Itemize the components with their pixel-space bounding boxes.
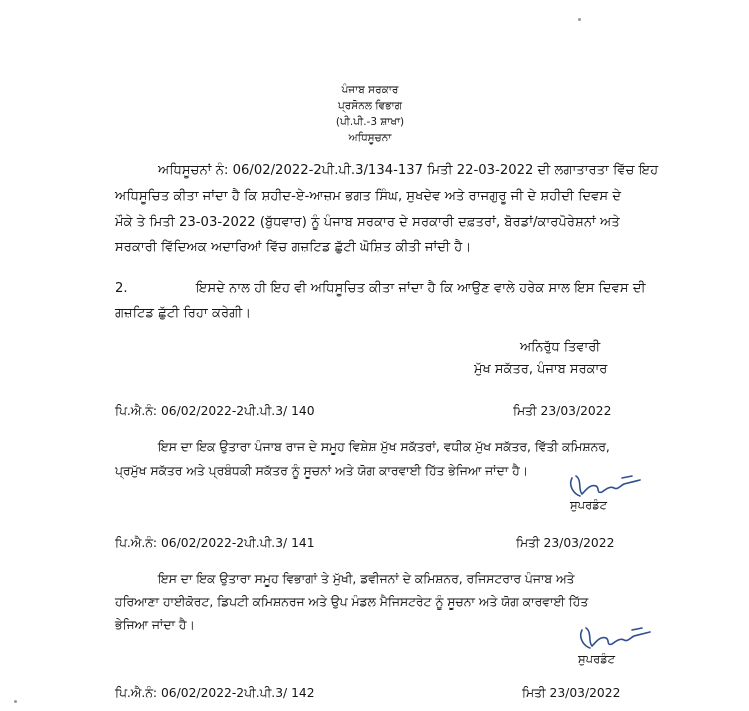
signatory-designation: ਮੁੱਖ ਸਕੱਤਰ, ਪੰਜਾਬ ਸਰਕਾਰ: [474, 362, 608, 377]
endorsement-2-line1: ਇਸ ਦਾ ਇਕ ਉਤਾਰਾ ਸਮੂਹ ਵਿਭਾਗਾਂ ਤੇ ਮੁੱਖੀ, ਡਵੀਜਨਾਂ ਦੇ ਕਮਿਸ਼ਨਰ, ਰਜਿਸਟਰਾਰ ਪੰਜਾਬ ਅਤੇ: [158, 572, 575, 586]
endorsement-3-date: ਮਿਤੀ 23/03/2022: [522, 686, 621, 700]
endorsement-2-reference: ਪਿ.ਐ.ਨੰ: 06/02/2022-2ਪੀ.ਪੀ.3/ 141: [115, 536, 315, 550]
notification-para2-line2: ਗਜ਼ਟਿਡ ਛੁੱਟੀ ਰਿਹਾ ਕਰੇਗੀ।: [115, 306, 252, 321]
notification-para2-number: 2.: [115, 281, 128, 296]
signatory-name: ਅਨਿਰੁੱਧ ਤਿਵਾਰੀ: [520, 340, 601, 355]
header-government: ਪੰਜਾਬ ਸਰਕਾਰ: [341, 84, 399, 96]
endorsement-2-date: ਮਿਤੀ 23/03/2022: [516, 536, 615, 550]
notification-para1-line1: ਅਧਿਸੂਚਨਾਂ ਨੰ: 06/02/2022-2ਪੀ.ਪੀ.3/134-137 ਮਿਤੀ 22-03-2022 ਦੀ ਲਗਾਤਾਰਤਾ ਵਿੱਚ ਇਹ: [158, 163, 659, 178]
notification-para1-line4: ਸਰਕਾਰੀ ਵਿੱਦਿਅਕ ਅਦਾਰਿਆਂ ਵਿੱਚ ਗਜ਼ਟਿਡ ਛੁੱਟੀ ਘੋਸ਼ਿਤ ਕੀਤੀ ਜਾਂਦੀ ਹੈ।: [115, 240, 472, 255]
endorsement-2-line2: ਹਰਿਆਣਾ ਹਾਈਕੋਰਟ, ਡਿਪਟੀ ਕਮਿਸ਼ਨਰਜ ਅਤੇ ਉਪ ਮੰਡਲ ਮੈਜਿਸਟਰੇਟ ਨੂੰ ਸੂਚਨਾ ਅਤੇ ਯੋਗ ਕਾਰਵਾਈ ਹਿੱਤ: [115, 595, 589, 609]
endorsement-1-line2: ਪ੍ਰਮੁੱਖ ਸਕੱਤਰ ਅਤੇ ਪ੍ਰਬੰਧਕੀ ਸਕੱਤਰ ਨੂੰ ਸੂਚਨਾਂ ਅਤੇ ਯੋਗ ਕਾਰਵਾਈ ਹਿੱਤ ਭੇਜਿਆ ਜਾਂਦਾ ਹੈ।: [115, 464, 529, 478]
header-notification-title: ਅਧਿਸੂਚਨਾ: [348, 132, 392, 144]
endorsement-1-reference: ਪਿ.ਐ.ਨੰ: 06/02/2022-2ਪੀ.ਪੀ.3/ 140: [115, 404, 315, 418]
notification-para1-line3: ਮੌਕੇ ਤੇ ਮਿਤੀ 23-03-2022 (ਬੁੱਧਵਾਰ) ਨੂੰ ਪੰਜਾਬ ਸਰਕਾਰ ਦੇ ਸਰਕਾਰੀ ਦਫ਼ਤਰਾਂ, ਬੋਰਡਾਂ/ਕਾਰਪੋਰੇਸ਼ਨਾਂ ਅਤੇ: [115, 215, 620, 230]
endorsement-1-date: ਮਿਤੀ 23/03/2022: [513, 404, 612, 418]
endorsement-1-line1: ਇਸ ਦਾ ਇਕ ਉਤਾਰਾ ਪੰਜਾਬ ਰਾਜ ਦੇ ਸਮੂਹ ਵਿਸ਼ੇਸ਼ ਮੁੱਖ ਸਕੱਤਰਾਂ, ਵਧੀਕ ਮੁੱਖ ਸਕੱਤਰ, ਵਿੱਤੀ ਕਮਿਸ਼ਨਰ,: [158, 440, 610, 454]
scan-speck: [578, 18, 581, 21]
scan-speck: [14, 700, 17, 703]
endorsement-3-reference: ਪਿ.ਐ.ਨੰ: 06/02/2022-2ਪੀ.ਪੀ.3/ 142: [115, 686, 315, 700]
endorsement-2-line3: ਭੇਜਿਆ ਜਾਂਦਾ ਹੈ।: [115, 618, 195, 632]
superintendent-signature-2: [576, 624, 656, 654]
notification-para1-line2: ਅਧਿਸੂਚਿਤ ਕੀਤਾ ਜਾਂਦਾ ਹੈ ਕਿ ਸ਼ਹੀਦ-ਏ-ਆਜ਼ਮ ਭਗਤ ਸਿੰਘ, ਸੁਖਦੇਵ ਅਤੇ ਰਾਜਗੁਰੂ ਜੀ ਦੇ ਸ਼ਹੀਦੀ ਦਿਵਸ ਦੇ: [115, 189, 622, 204]
endorsement-2-signatory: ਸੁਪਰਡੰਟ: [578, 652, 616, 666]
endorsement-1-signatory: ਸੁਪਰਡੰਟ: [570, 498, 608, 512]
notification-para2-line1: ਇਸਦੇ ਨਾਲ ਹੀ ਇਹ ਵੀ ਅਧਿਸੂਚਿਤ ਕੀਤਾ ਜਾਂਦਾ ਹੈ ਕਿ ਆਉਣ ਵਾਲੇ ਹਰੇਕ ਸਾਲ ਇਸ ਦਿਵਸ ਦੀ: [196, 281, 646, 296]
header-branch: (ਪੀ.ਪੀ.-3 ਸ਼ਾਖਾ): [335, 116, 405, 128]
header-department: ਪ੍ਰਸੋਨਲ ਵਿਭਾਗ: [338, 100, 402, 112]
